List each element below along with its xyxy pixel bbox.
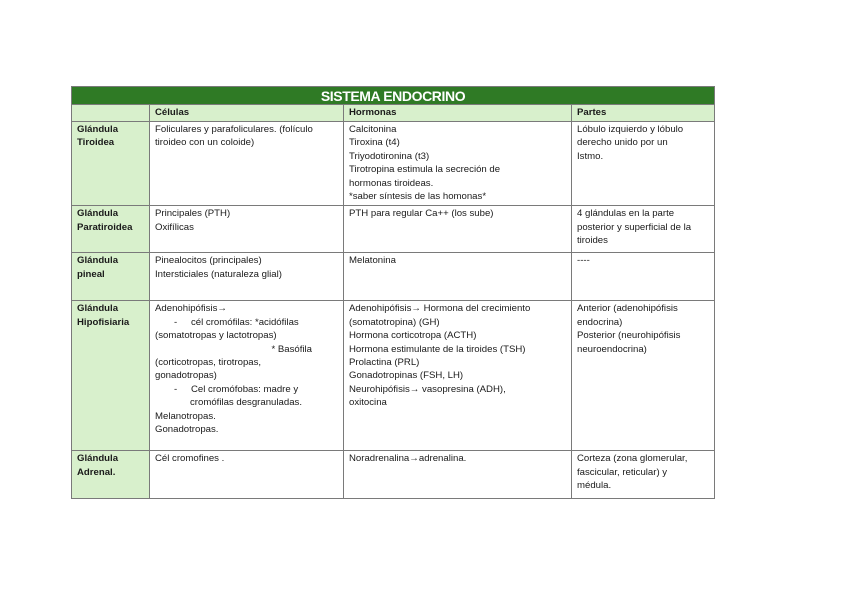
text-line: posterior y superficial de la — [577, 221, 692, 233]
text-line: Adenohipófisis→ — [155, 303, 227, 315]
text-line: Triyodotironina (t3) — [349, 150, 430, 162]
text-line: derecho unido por un — [577, 137, 668, 149]
table-row-adrenal — [72, 451, 715, 499]
gland-name-line: Glándula — [77, 255, 119, 267]
gland-name-cell — [72, 122, 150, 206]
text-line: Hormona estimulante de la tiroides (TSH) — [349, 343, 526, 355]
text-line: Oxifílicas — [155, 221, 194, 233]
parts-cell — [572, 122, 715, 206]
gland-name-line: Glándula — [77, 303, 119, 315]
gland-name-line: pineal — [77, 268, 105, 280]
text-line: cél cromófilas: *acidófilas — [191, 316, 299, 328]
table-header-row — [72, 105, 715, 122]
text-line: endocrina) — [577, 316, 623, 328]
text-line: hormonas tiroideas. — [349, 177, 434, 189]
gland-name-cell — [72, 451, 150, 499]
text-line: tiroides — [577, 235, 608, 247]
parts-cell — [572, 253, 715, 301]
text-line: Noradrenalina→adrenalina. — [349, 453, 467, 465]
hormones-cell — [344, 301, 572, 451]
text-line: Istmo. — [577, 150, 604, 162]
text-line: (corticotropas, tirotropas, — [155, 357, 262, 369]
text-line: Gonadotropinas (FSH, LH) — [349, 370, 464, 382]
text-line: Cel cromófobas: madre y — [191, 383, 299, 395]
gland-name-cell — [72, 253, 150, 301]
text-line: Adenohipófisis→ Hormona del crecimiento — [349, 303, 531, 315]
endocrine-table-container — [71, 86, 714, 499]
cells-cell — [150, 122, 344, 206]
table-row-paratiroidea — [72, 206, 715, 253]
list-item — [155, 383, 338, 396]
text-line: Prolactina (PRL) — [349, 357, 420, 369]
text-line: 4 glándulas en la parte — [577, 208, 675, 220]
text-line: oxitocina — [349, 397, 387, 409]
gland-name-line: Hipofisiaria — [77, 316, 130, 328]
text-line: neuroendocrina) — [577, 343, 647, 355]
text-line: *saber síntesis de las homonas* — [349, 191, 487, 203]
text-line: Posterior (neurohipófisis — [577, 330, 681, 342]
text-line: fascicular, reticular) y — [577, 466, 668, 478]
text-line: Calcitonina — [349, 124, 397, 135]
text-line: Melanotropas. — [155, 410, 216, 422]
text-line: Neurohipófisis→ vasopresina (ADH), — [349, 383, 506, 395]
cells-cell — [150, 451, 344, 499]
table-title: SISTEMA ENDOCRINO — [72, 87, 715, 105]
text-line: cromófilas desgranuladas. — [190, 397, 302, 409]
table-row-pineal — [72, 253, 715, 301]
text-line: * Basófila — [271, 343, 312, 355]
gland-name-line: Paratiroidea — [77, 221, 133, 233]
text-line: Corteza (zona glomerular, — [577, 453, 688, 465]
text-line: Gonadotropas. — [155, 424, 219, 436]
parts-cell — [572, 206, 715, 253]
text-line: Tiroxina (t4) — [349, 137, 400, 149]
text-line: Foliculares y parafoliculares. (folículo — [155, 124, 313, 135]
cells-cell — [150, 206, 344, 253]
gland-name-line: Glándula — [77, 453, 119, 465]
gland-name-line: Glándula — [77, 208, 119, 220]
table-title-row — [72, 87, 715, 105]
table-row-hipofisiaria — [72, 301, 715, 451]
hormones-cell — [344, 253, 572, 301]
text-line: Cél cromofines . — [155, 453, 225, 465]
hormones-cell — [344, 451, 572, 499]
text-line: Tirotropina estimula la secreción de — [349, 164, 501, 176]
dash-bullet: - — [174, 383, 178, 395]
text-line: Pinealocitos (principales) — [155, 255, 262, 267]
header-empty — [72, 105, 150, 122]
text-line: Hormona corticotropa (ACTH) — [349, 330, 477, 342]
hormones-cell — [344, 206, 572, 253]
parts-cell — [572, 301, 715, 451]
text-line: tiroideo con un coloide) — [155, 137, 255, 149]
text-line: ---- — [577, 255, 590, 267]
gland-name-line: Tiroidea — [77, 137, 115, 149]
text-line: (somatotropina) (GH) — [349, 316, 440, 328]
endocrine-system-table — [71, 86, 715, 499]
text-line: Lóbulo izquierdo y lóbulo — [577, 124, 684, 135]
text-line: PTH para regular Ca++ (los sube) — [349, 208, 494, 220]
text-line: Principales (PTH) — [155, 208, 231, 220]
text-line: Melatonina — [349, 255, 396, 267]
parts-cell — [572, 451, 715, 499]
text-line: (somatotropas y lactotropas) — [155, 330, 277, 342]
cells-cell — [150, 253, 344, 301]
gland-name-cell — [72, 301, 150, 451]
header-partes: Partes — [572, 105, 715, 122]
table-row-tiroidea — [72, 122, 715, 206]
dash-bullet: - — [174, 316, 178, 328]
header-celulas: Células — [150, 105, 344, 122]
cells-cell — [150, 301, 344, 451]
text-line: Intersticiales (naturaleza glial) — [155, 268, 282, 280]
text-line: gonadotropas) — [155, 370, 217, 382]
list-item — [155, 316, 338, 329]
text-line: Anterior (adenohipófisis — [577, 303, 678, 315]
hormones-cell — [344, 122, 572, 206]
text-line: médula. — [577, 480, 612, 492]
gland-name-cell — [72, 206, 150, 253]
header-hormonas: Hormonas — [344, 105, 572, 122]
gland-name-line: Adrenal. — [77, 466, 116, 478]
gland-name-line: Glándula — [77, 124, 119, 135]
